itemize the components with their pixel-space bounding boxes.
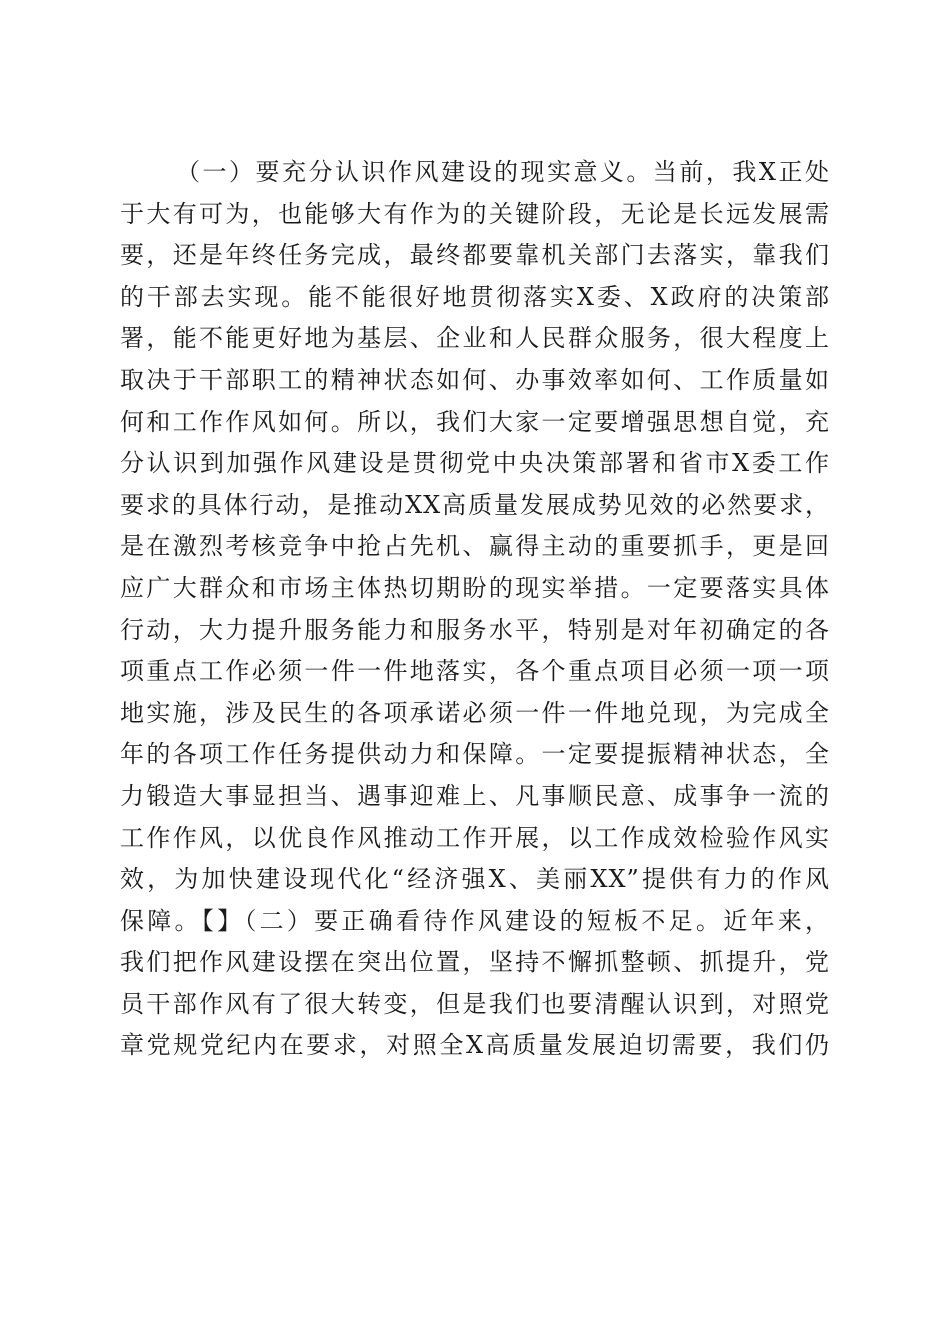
text-line: 何和工作作风如何。所以，我们大家一定要增强思想自觉，充 xyxy=(120,407,830,436)
text-line: 要，还是年终任务完成，最终都要靠机关部门去落实，靠我们 xyxy=(120,241,830,270)
text-line: 保障。【】（二）要正确看待作风建设的短板不足。近年来， xyxy=(120,906,830,935)
text-line: （一）要充分认识作风建设的现实意义。当前，我X正处 xyxy=(176,158,830,186)
text-line: 取决于干部职工的精神状态如何、办事效率如何、工作质量如 xyxy=(120,365,830,394)
text-line: 项重点工作必须一件一件地落实，各个重点项目必须一项一项 xyxy=(120,657,830,686)
text-line: 地实施，涉及民生的各项承诺必须一件一件地兑现，为完成全 xyxy=(120,698,830,727)
text-line: 要求的具体行动，是推动XX高质量发展成势见效的必然要求， xyxy=(120,490,830,519)
text-line: 分认识到加强作风建设是贯彻党中央决策部署和省市X委工作 xyxy=(120,449,830,478)
text-line: 我们把作风建设摆在突出位置，坚持不懈抓整顿、抓提升，党 xyxy=(120,948,830,977)
text-line: 工作作风，以优良作风推动工作开展，以工作成效检验作风实 xyxy=(120,823,830,852)
text-line: 是在激烈考核竞争中抢占先机、赢得主动的重要抓手，更是回 xyxy=(120,532,830,561)
text-line: 力锻造大事显担当、遇事迎难上、凡事顺民意、成事争一流的 xyxy=(120,781,830,810)
text-line: 应广大群众和市场主体热切期盼的现实举措。一定要落实具体 xyxy=(120,573,830,602)
text-line: 于大有可为，也能够大有作为的关键阶段，无论是长远发展需 xyxy=(120,199,830,228)
body-paragraph xyxy=(120,152,830,1067)
text-line: 章党规党纪内在要求，对照全X高质量发展迫切需要，我们仍 xyxy=(120,1031,830,1060)
text-line: 员干部作风有了很大转变，但是我们也要清醒认识到，对照党 xyxy=(120,989,830,1018)
text-line: 年的各项工作任务提供动力和保障。一定要提振精神状态，全 xyxy=(120,740,830,769)
text-line: 署，能不能更好地为基层、企业和人民群众服务，很大程度上 xyxy=(120,324,830,353)
text-line: 的干部去实现。能不能很好地贯彻落实X委、X政府的决策部 xyxy=(120,282,830,311)
text-line: 行动，大力提升服务能力和服务水平，特别是对年初确定的各 xyxy=(120,615,830,644)
text-line: 效，为加快建设现代化“经济强X、美丽XX”提供有力的作风 xyxy=(120,865,830,894)
